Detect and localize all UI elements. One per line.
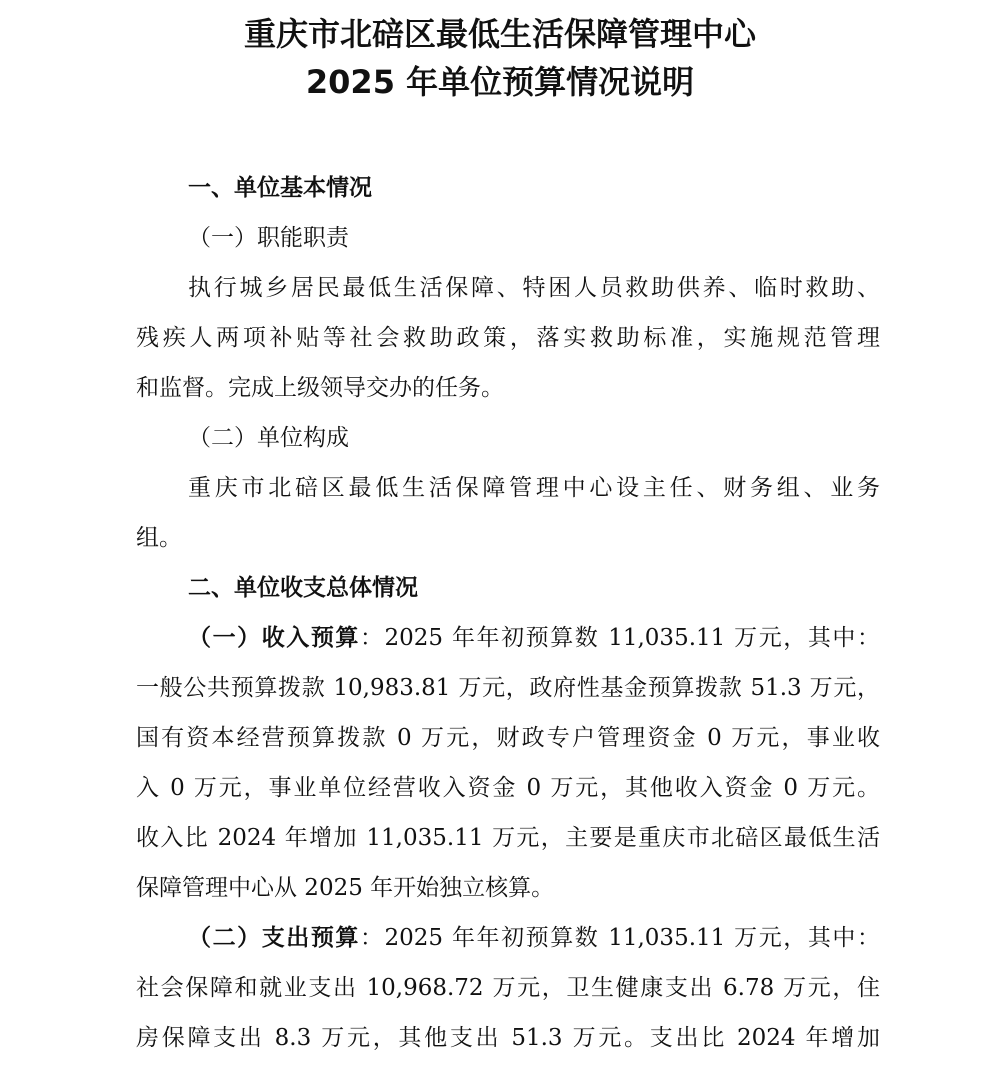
- income-line-1-text: ：2025 年年初预算数 11,035.11 万元，其中：: [359, 625, 880, 651]
- income-line-1: [188, 623, 880, 653]
- structure-line-2: 组。: [136, 525, 182, 551]
- document-title-line-2: 2025 年单位预算情况说明: [305, 63, 695, 101]
- income-line-2: 一般公共预算拨款 10,983.81 万元，政府性基金预算拨款 51.3 万元，: [136, 675, 880, 701]
- duties-line-1: 执行城乡居民最低生活保障、特困人员救助供养、临时救助、: [188, 275, 880, 301]
- section-1-heading: 一、单位基本情况: [188, 175, 372, 201]
- duties-line-3: 和监督。完成上级领导交办的任务。: [136, 375, 504, 401]
- expense-line-1-text: ：2025 年年初预算数 11,035.11 万元，其中：: [359, 925, 880, 951]
- income-line-4: 入 0 万元，事业单位经营收入资金 0 万元，其他收入资金 0 万元。: [136, 775, 880, 801]
- income-line-3: 国有资本经营预算拨款 0 万元，财政专户管理资金 0 万元，事业收: [136, 725, 880, 751]
- structure-line-1: 重庆市北碚区最低生活保障管理中心设主任、财务组、业务: [188, 475, 880, 501]
- expense-line-2: 社会保障和就业支出 10,968.72 万元，卫生健康支出 6.78 万元，住: [136, 975, 880, 1001]
- income-label: （一）收入预算: [188, 625, 360, 651]
- expense-label: （二）支出预算: [188, 925, 360, 951]
- section-2-heading: 二、单位收支总体情况: [188, 575, 418, 601]
- income-line-5: 收入比 2024 年增加 11,035.11 万元，主要是重庆市北碚区最低生活: [136, 825, 880, 851]
- subsection-structure-heading: （二）单位构成: [188, 425, 349, 451]
- document-title-line-1: 重庆市北碚区最低生活保障管理中心: [243, 15, 756, 53]
- expense-line-3: 房保障支出 8.3 万元，其他支出 51.3 万元。支出比 2024 年增加: [136, 1025, 880, 1051]
- expense-line-1: [188, 923, 880, 953]
- income-line-6: 保障管理中心从 2025 年开始独立核算。: [136, 875, 555, 901]
- duties-line-2: 残疾人两项补贴等社会救助政策，落实救助标准，实施规范管理: [136, 325, 880, 351]
- subsection-duties-heading: （一）职能职责: [188, 225, 349, 251]
